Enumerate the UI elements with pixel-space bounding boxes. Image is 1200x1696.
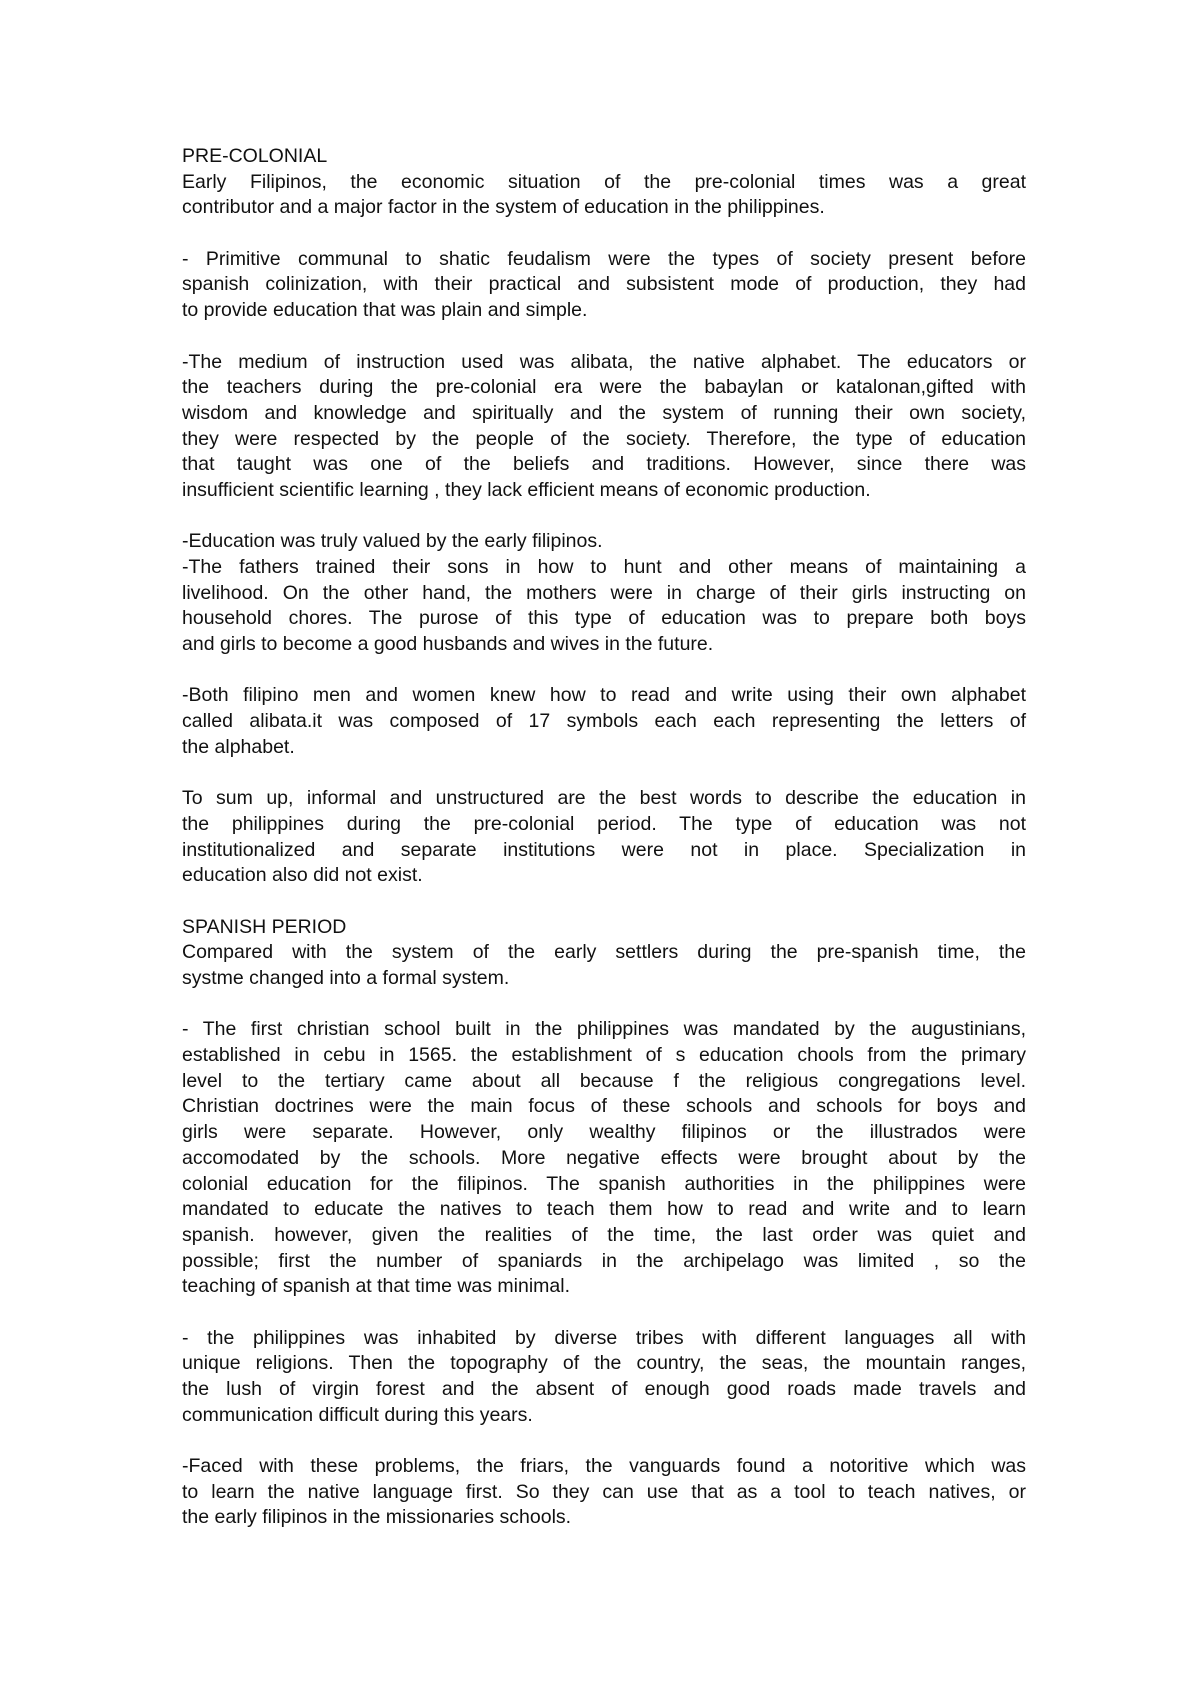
text-line: the philippines during the pre-colonial period. The type of education was not xyxy=(182,812,1026,835)
text-line: systme changed into a formal system. xyxy=(182,967,510,989)
text-line: -The fathers trained their sons in how to hunt and other means of maintaining a xyxy=(182,556,1026,578)
text-line: - Primitive communal to shatic feudalism were the types of society present before xyxy=(182,247,1026,270)
text-line: and girls to become a good husbands and wives in the future. xyxy=(182,633,714,656)
text-line: Compared with the system of the early settlers during the pre-spanish time, the xyxy=(182,941,1026,964)
text-line: -Education was truly valued by the early filipinos. xyxy=(182,530,603,553)
text-line: spanish. however, given the realities of the time, the last order was quiet and xyxy=(182,1223,1026,1246)
section-pre-colonial xyxy=(182,144,1026,915)
text-line: the alphabet. xyxy=(182,735,295,758)
paragraph-gap xyxy=(182,1428,1026,1454)
paragraph-gap xyxy=(182,221,1026,247)
text-line: -Both filipino men and women knew how to read and write using their own alphabet xyxy=(182,684,1026,707)
text-line: Early Filipinos, the economic situation of the pre-colonial times was a great xyxy=(182,170,1026,193)
paragraph xyxy=(182,1017,1026,1300)
text-line: education also did not exist. xyxy=(182,864,423,887)
text-line: -Faced with these problems, the friars, the vanguards found a notoritive which was xyxy=(182,1455,1026,1478)
text-line: To sum up, informal and unstructured are the best words to describe the education in xyxy=(182,787,1026,810)
text-line: Christian doctrines were the main focus of these schools and schools for boys and xyxy=(182,1095,1026,1118)
text-line: to learn the native language first. So they can use that as a tool to teach natives, or xyxy=(182,1480,1026,1503)
paragraph-gap xyxy=(182,761,1026,787)
text-line: - The first christian school built in the philippines was mandated by the augustinians, xyxy=(182,1018,1026,1041)
paragraph xyxy=(182,1326,1026,1429)
paragraph xyxy=(182,247,1026,324)
paragraph xyxy=(182,170,1026,221)
section-spanish-period xyxy=(182,915,1026,1532)
text-line: called alibata.it was composed of 17 symbols each each representing the letters of xyxy=(182,710,1026,733)
paragraph xyxy=(182,683,1026,760)
text-line: level to the tertiary came about all because f the religious congregations level. xyxy=(182,1069,1026,1092)
paragraph-gap xyxy=(182,504,1026,530)
paragraph xyxy=(182,940,1026,991)
paragraph-gap xyxy=(182,658,1026,684)
text-line: wisdom and knowledge and spiritually and the system of running their own society, xyxy=(182,401,1026,424)
paragraph-gap xyxy=(182,889,1026,915)
paragraph-gap xyxy=(182,992,1026,1018)
paragraph-gap xyxy=(182,1300,1026,1326)
text-line: mandated to educate the natives to teach them how to read and write and to learn xyxy=(182,1198,1026,1221)
text-line: contributor and a major factor in the system of education in the philippines. xyxy=(182,196,825,219)
document-page xyxy=(182,144,1026,1531)
text-line: - the philippines was inhabited by diverse tribes with different languages all with xyxy=(182,1326,1026,1349)
section-heading: SPANISH PERIOD xyxy=(182,915,347,938)
text-line: accomodated by the schools. More negative effects were brought about by the xyxy=(182,1146,1026,1169)
paragraph-gap xyxy=(182,324,1026,350)
text-line: established in cebu in 1565. the establishment of s education chools from the primary xyxy=(182,1044,1026,1067)
text-line: household chores. The purose of this type of education was to prepare both boys xyxy=(182,607,1026,630)
text-line: to provide education that was plain and simple. xyxy=(182,299,588,322)
text-line: the lush of virgin forest and the absent of enough good roads made travels and xyxy=(182,1378,1026,1400)
text-line: they were respected by the people of the society. Therefore, the type of education xyxy=(182,427,1026,450)
text-line: girls were separate. However, only wealthy filipinos or the illustrados were xyxy=(182,1121,1026,1144)
section-heading: PRE-COLONIAL xyxy=(182,145,328,167)
text-line: colonial education for the filipinos. The spanish authorities in the philippines were xyxy=(182,1172,1026,1195)
text-line: spanish colinization, with their practical and subsistent mode of production, they had xyxy=(182,273,1026,296)
text-line: institutionalized and separate institutions were not in place. Specialization in xyxy=(182,838,1026,861)
text-line: unique religions. Then the topography of the country, the seas, the mountain ranges, xyxy=(182,1352,1026,1375)
text-line: the teachers during the pre-colonial era were the babaylan or katalonan,gifted with xyxy=(182,376,1026,399)
text-line: the early filipinos in the missionaries schools. xyxy=(182,1506,572,1529)
paragraph xyxy=(182,350,1026,504)
text-line: communication difficult during this years. xyxy=(182,1403,533,1426)
text-line: livelihood. On the other hand, the mothers were in charge of their girls instructing on xyxy=(182,581,1026,604)
text-line: -The medium of instruction used was alibata, the native alphabet. The educators or xyxy=(182,350,1026,373)
text-line: possible; first the number of spaniards in the archipelago was limited , so the xyxy=(182,1249,1026,1272)
paragraph xyxy=(182,1454,1026,1531)
paragraph xyxy=(182,529,1026,657)
text-line: teaching of spanish at that time was minimal. xyxy=(182,1275,571,1298)
text-line: insufficient scientific learning , they lack efficient means of economic production. xyxy=(182,478,871,501)
text-line: that taught was one of the beliefs and traditions. However, since there was xyxy=(182,453,1026,476)
paragraph xyxy=(182,786,1026,889)
